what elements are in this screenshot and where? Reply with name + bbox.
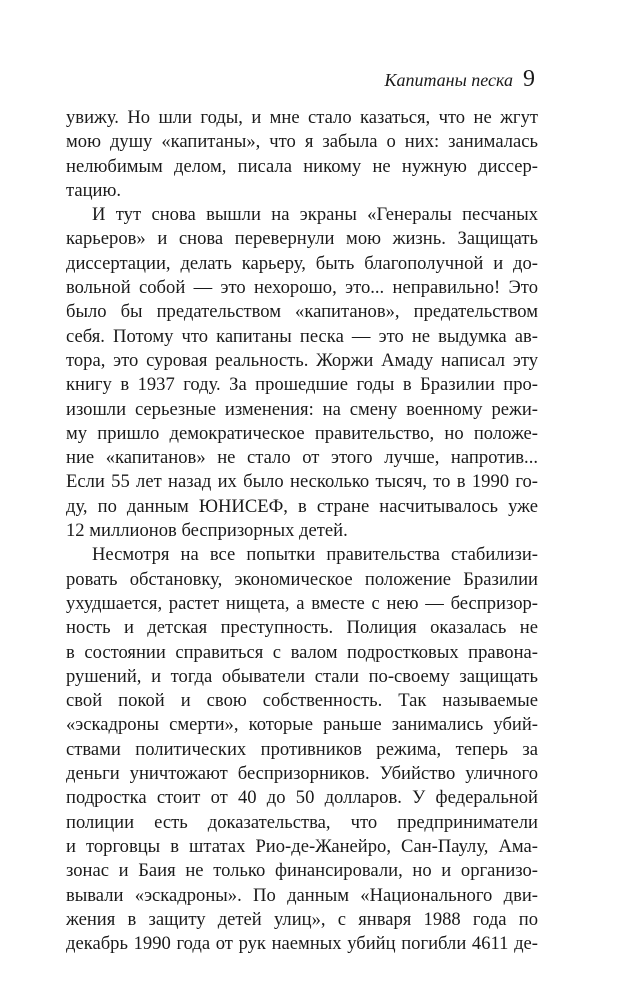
text-line: Если 55 лет назад их было несколько тысяч, то в 1990 го- [66,471,538,493]
text-line: жения в защиту детей улиц», с января 1988 года по [66,908,538,930]
text-line: тацию. [66,179,122,201]
text-line: деньги уничтожают беспризорников. Убийство уличного [66,763,538,785]
text-line: ность и детская преступность. Полиция оказалась не [66,617,538,639]
text-line: ствами политических противников режима, теперь за [66,738,538,760]
text-line: ухудшается, растет нищета, а вместе с нею — беспризор- [66,592,538,614]
text-line: тора, это суровая реальность. Жоржи Амаду написал эту [66,349,538,371]
text-line: рушений, и тогда обыватели стали по-своему защищать [66,665,538,687]
text-line: свой покой и свою собственность. Так называемые [66,690,538,712]
text-line: нелюбимым делом, писала никому не нужную диссер- [66,155,538,177]
text-line: и торговцы в штатах Рио-де-Жанейро, Сан-Паулу, Ама- [66,835,538,857]
text-line: декабрь 1990 года от рук наемных убийц погибли 4611 де- [66,933,538,955]
text-line: Несмотря на все попытки правительства стабилизи- [92,544,538,566]
text-line: книгу в 1937 году. За прошедшие годы в Бразилии про- [66,374,538,396]
body-text [66,106,538,956]
text-line: диссертации, делать карьеру, быть благополучной и до- [66,252,538,274]
text-line: му пришло демократическое правительство, но положе- [66,422,538,444]
text-line: изошли серьезные изменения: на смену военному режи- [66,398,538,420]
text-line: зонас и Баия не только финансировали, но и организо- [66,860,538,882]
text-line: было бы предательством «капитанов», предательством [66,301,538,323]
text-line: в состоянии справиться с валом подростковых правона- [66,641,538,663]
text-line: карьеров» и снова перевернули мою жизнь. Защищать [66,228,538,250]
running-title: Капитаны песка [384,70,513,90]
text-line: «эскадроны смерти», которые раньше занимались убий- [66,714,538,736]
text-line: ду, по данным ЮНИСЕФ, в стране насчитывалось уже [66,495,538,517]
text-line: полиции есть доказательства, что предприниматели [66,811,538,833]
text-line: увижу. Но шли годы, и мне стало казаться, что не жгут [66,107,538,128]
text-line: 12 миллионов беспризорных детей. [66,520,348,542]
page-number: 9 [523,66,535,92]
text-line: вывали «эскадроны». По данным «Национального дви- [66,884,538,906]
text-line: И тут снова вышли на экраны «Генералы песчаных [92,204,538,226]
text-line: мою душу «капитаны», что я забыла о них: занималась [66,131,538,153]
text-line: ровать обстановку, экономическое положение Бразилии [66,568,538,590]
text-line: себя. Потому что капитаны песка — это не выдумка ав- [66,325,538,347]
text-line: ние «капитанов» не стало от этого лучше, напротив... [66,447,538,469]
text-line: вольной собой — это нехорошо, это... неправильно! Это [66,277,538,299]
running-head [384,66,535,93]
text-line: подростка стоит от 40 до 50 долларов. У федеральной [66,787,538,809]
